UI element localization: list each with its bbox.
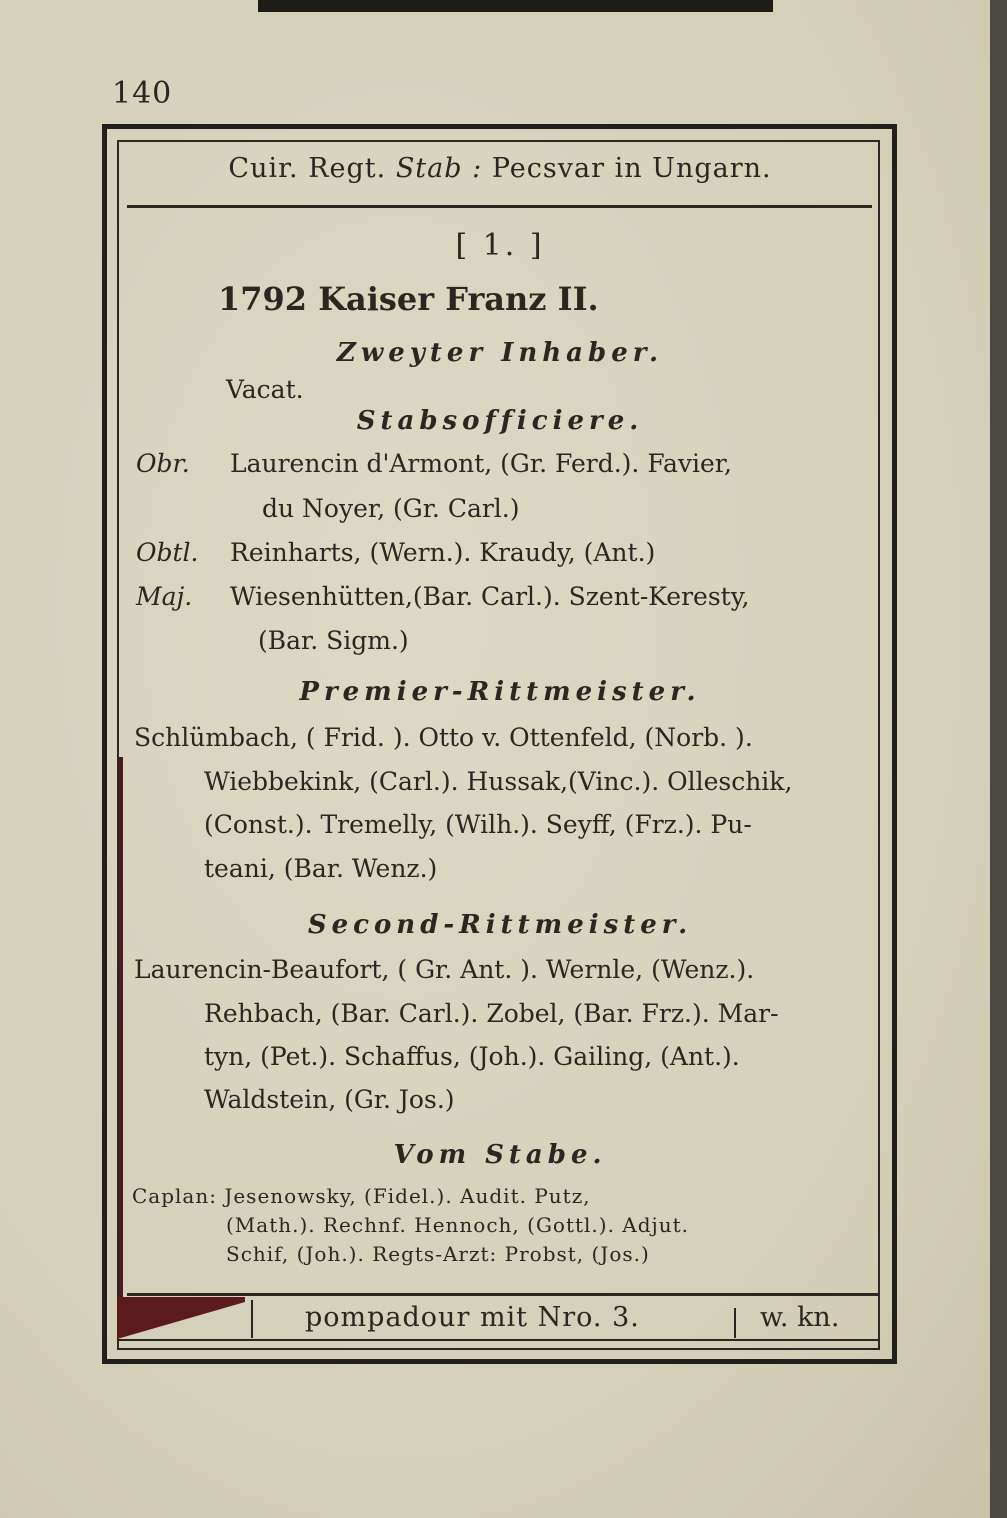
entry-obr-line2: du Noyer, (Gr. Carl.) bbox=[262, 494, 520, 523]
inhaber-line: 1792 Kaiser Franz II. bbox=[218, 280, 599, 318]
rank-maj: Maj. bbox=[136, 582, 193, 611]
entry-premier-line1: Schlümbach, ( Frid. ). Otto v. Ottenfeld, (Norb. ). bbox=[134, 723, 753, 752]
header-location: Pecsvar in Ungarn. bbox=[491, 153, 772, 184]
entry-obtl-line1: Reinharts, (Wern.). Kraudy, (Ant.) bbox=[230, 538, 656, 567]
section-title-premier-rittmeister: Premier-Rittmeister. bbox=[299, 677, 701, 707]
entry-second-line3: tyn, (Pet.). Schaffus, (Joh.). Gailing, (Ant.). bbox=[204, 1042, 740, 1071]
entry-maj-line2: (Bar. Sigm.) bbox=[258, 626, 409, 655]
entry-maj-line1: Wiesenhütten,(Bar. Carl.). Szent-Keresty, bbox=[230, 582, 750, 611]
entry-stabe-line1: Caplan: Jesenowsky, (Fidel.). Audit. Putz, bbox=[132, 1184, 591, 1208]
section-title-zweyter-inhaber: Zweyter Inhaber. bbox=[336, 338, 664, 368]
section-title-stabsofficiere: Stabsofficiere. bbox=[356, 406, 644, 436]
entry-stabe-line2: (Math.). Rechnf. Hennoch, (Gottl.). Adjut. bbox=[226, 1213, 690, 1237]
button-color: w. kn. bbox=[760, 1302, 840, 1333]
entry-premier-line3: (Const.). Tremelly, (Wilh.). Seyff, (Frz.). Pu- bbox=[204, 810, 752, 839]
entry-obr-line1: Laurencin d'Armont, (Gr. Ferd.). Favier, bbox=[230, 449, 732, 478]
footer-divider bbox=[127, 1293, 880, 1296]
uniform-description: pompadour mit Nro. 3. bbox=[305, 1302, 640, 1333]
header-prefix: Cuir. Regt. bbox=[228, 153, 387, 184]
scan-edge-top bbox=[258, 0, 773, 12]
entry-vacat: Vacat. bbox=[226, 375, 304, 404]
section-title-vom-stabe: Vom Stabe. bbox=[393, 1140, 607, 1170]
footer-separator-left bbox=[251, 1300, 253, 1338]
header-stab-label: Stab : bbox=[395, 153, 483, 184]
rank-obtl: Obtl. bbox=[136, 538, 199, 567]
entry-stabe-line3: Schif, (Joh.). Regts-Arzt: Probst, (Jos.) bbox=[226, 1242, 650, 1266]
entry-premier-line2: Wiebbekink, (Carl.). Hussak,(Vinc.). Olleschik, bbox=[204, 767, 793, 796]
entry-second-line4: Waldstein, (Gr. Jos.) bbox=[204, 1085, 455, 1114]
footer-bottom-rule bbox=[117, 1339, 880, 1341]
page-number: 140 bbox=[112, 76, 173, 111]
corner-accent bbox=[117, 1297, 245, 1339]
header-divider bbox=[127, 205, 872, 208]
entry-second-line2: Rehbach, (Bar. Carl.). Zobel, (Bar. Frz.). Mar- bbox=[204, 999, 779, 1028]
footer-separator-right bbox=[734, 1308, 736, 1338]
entry-premier-line4: teani, (Bar. Wenz.) bbox=[204, 854, 438, 883]
section-title-second-rittmeister: Second-Rittmeister. bbox=[307, 910, 693, 940]
regiment-number: [ 1. ] bbox=[455, 228, 545, 263]
regiment-header bbox=[0, 153, 1000, 184]
frame-left-accent bbox=[119, 757, 123, 1297]
entry-second-line1: Laurencin-Beaufort, ( Gr. Ant. ). Wernle, (Wenz.). bbox=[134, 955, 755, 984]
rank-obr: Obr. bbox=[136, 449, 190, 478]
